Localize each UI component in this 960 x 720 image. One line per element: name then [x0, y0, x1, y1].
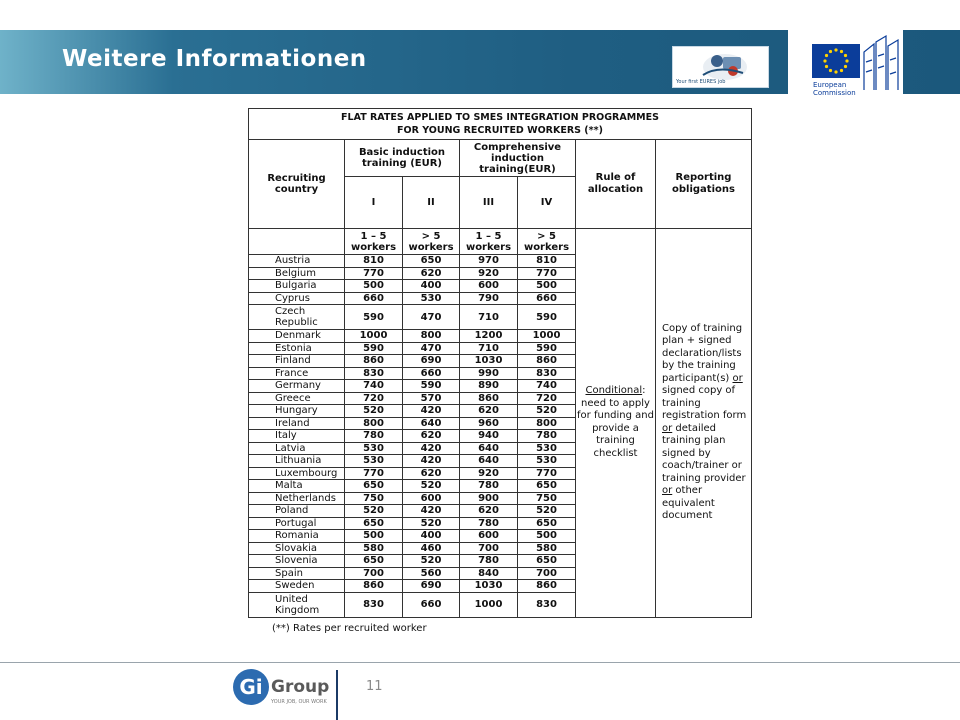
rate-cell: 500 — [518, 280, 576, 293]
rate-cell: 560 — [403, 567, 460, 580]
rate-cell: 890 — [460, 380, 518, 393]
footer-accent-bar — [336, 670, 338, 720]
report-part1: Copy of training plan + signed declaration/lists by the training participant(s) — [662, 322, 743, 384]
rate-cell: 690 — [403, 580, 460, 593]
flat-rates-table — [248, 108, 752, 618]
country-cell: Hungary — [249, 405, 345, 418]
country-cell: Ireland — [249, 417, 345, 430]
rule-of-allocation-cell — [576, 229, 656, 618]
rate-cell: 530 — [518, 455, 576, 468]
rate-cell: 650 — [403, 255, 460, 268]
rate-cell: 1000 — [345, 330, 403, 343]
table-footnote: (**) Rates per recruited worker — [272, 623, 427, 634]
rate-cell: 650 — [345, 480, 403, 493]
rate-cell: 1030 — [460, 580, 518, 593]
rate-cell: 420 — [403, 455, 460, 468]
footer-divider — [0, 662, 960, 663]
gi-mark-icon: Gi — [233, 669, 269, 705]
country-cell: Luxembourg — [249, 467, 345, 480]
rate-cell: 720 — [518, 392, 576, 405]
rate-cell: 800 — [518, 417, 576, 430]
flat-rates-table-frame — [248, 108, 751, 622]
rate-cell: 650 — [518, 555, 576, 568]
rate-cell: 500 — [345, 280, 403, 293]
rate-cell: 520 — [518, 505, 576, 518]
rate-cell: 1200 — [460, 330, 518, 343]
rate-cell: 620 — [460, 405, 518, 418]
country-cell: Portugal — [249, 517, 345, 530]
rate-cell: 1000 — [518, 330, 576, 343]
rate-cell: 470 — [403, 342, 460, 355]
workers-label-3: 1 – 5 workers — [460, 229, 518, 255]
rate-cell: 660 — [403, 592, 460, 617]
rate-cell: 770 — [518, 467, 576, 480]
rate-cell: 580 — [518, 542, 576, 555]
rate-cell: 660 — [518, 292, 576, 305]
country-cell: Netherlands — [249, 492, 345, 505]
country-cell: Romania — [249, 530, 345, 543]
rate-cell: 970 — [460, 255, 518, 268]
rate-cell: 900 — [460, 492, 518, 505]
rate-cell: 800 — [345, 417, 403, 430]
rate-cell: 590 — [345, 305, 403, 330]
page-number: 11 — [366, 679, 383, 694]
rate-cell: 830 — [518, 592, 576, 617]
rate-cell: 650 — [345, 555, 403, 568]
workers-label-blank — [249, 229, 345, 255]
rate-cell: 810 — [518, 255, 576, 268]
rate-cell: 590 — [345, 342, 403, 355]
col-header-basic: Basic induction training (EUR) — [345, 140, 460, 177]
workers-label-2: > 5 workers — [403, 229, 460, 255]
rate-cell: 1000 — [460, 592, 518, 617]
ec-building-icon — [860, 32, 904, 92]
rate-cell: 420 — [403, 505, 460, 518]
rate-cell: 530 — [345, 455, 403, 468]
rate-cell: 690 — [403, 355, 460, 368]
rate-cell: 650 — [345, 517, 403, 530]
rate-cell: 710 — [460, 305, 518, 330]
eures-logo — [672, 46, 769, 88]
rate-cell: 620 — [403, 467, 460, 480]
country-cell: Slovenia — [249, 555, 345, 568]
table-title — [249, 109, 752, 140]
rate-cell: 570 — [403, 392, 460, 405]
country-cell: Lithuania — [249, 455, 345, 468]
table-title-line1: FLAT RATES APPLIED TO SMES INTEGRATION PROGRAMMES — [341, 112, 659, 123]
rate-cell: 460 — [403, 542, 460, 555]
rate-cell: 590 — [403, 380, 460, 393]
rate-cell: 780 — [460, 517, 518, 530]
rate-cell: 740 — [518, 380, 576, 393]
country-cell: Austria — [249, 255, 345, 268]
rate-cell: 650 — [518, 517, 576, 530]
rate-cell: 660 — [403, 367, 460, 380]
rate-cell: 810 — [345, 255, 403, 268]
rate-cell: 400 — [403, 530, 460, 543]
col-header-rule: Rule of allocation — [576, 140, 656, 229]
country-cell: Poland — [249, 505, 345, 518]
col-roman-2: II — [403, 177, 460, 229]
rate-cell: 520 — [403, 517, 460, 530]
report-part4: other equivalent document — [662, 485, 715, 522]
rate-cell: 420 — [403, 442, 460, 455]
rate-cell: 940 — [460, 430, 518, 443]
rate-cell: 1030 — [460, 355, 518, 368]
report-or2: or — [662, 422, 673, 434]
country-cell: Slovakia — [249, 542, 345, 555]
rate-cell: 860 — [518, 580, 576, 593]
rate-cell: 520 — [403, 480, 460, 493]
rate-cell: 470 — [403, 305, 460, 330]
rate-cell: 640 — [460, 442, 518, 455]
rate-cell: 620 — [460, 505, 518, 518]
eu-flag-icon — [812, 44, 860, 78]
rate-cell: 520 — [345, 505, 403, 518]
gi-group-logo — [233, 669, 331, 711]
eures-tagline: Your first EURES job — [676, 79, 726, 85]
col-roman-3: III — [460, 177, 518, 229]
rate-cell: 750 — [518, 492, 576, 505]
ec-label — [813, 81, 856, 97]
rate-cell: 720 — [345, 392, 403, 405]
rate-cell: 780 — [460, 555, 518, 568]
rate-cell: 530 — [403, 292, 460, 305]
rate-cell: 860 — [345, 580, 403, 593]
page-title: Weitere Informationen — [62, 46, 367, 72]
country-cell: Belgium — [249, 267, 345, 280]
col-roman-1: I — [345, 177, 403, 229]
report-or3: or — [662, 485, 673, 497]
country-cell: Sweden — [249, 580, 345, 593]
rate-cell: 780 — [460, 480, 518, 493]
rate-cell: 860 — [460, 392, 518, 405]
rate-cell: 520 — [403, 555, 460, 568]
rule-conditional: Conditional — [585, 385, 643, 397]
rate-cell: 770 — [345, 267, 403, 280]
rate-cell: 740 — [345, 380, 403, 393]
country-cell: Bulgaria — [249, 280, 345, 293]
rate-cell: 520 — [518, 405, 576, 418]
gi-tagline: YOUR JOB, OUR WORK — [271, 699, 327, 705]
country-cell: Greece — [249, 392, 345, 405]
ec-label-line1: European — [813, 81, 847, 89]
rate-cell: 620 — [403, 267, 460, 280]
rate-cell: 420 — [403, 405, 460, 418]
country-cell: Finland — [249, 355, 345, 368]
country-cell: Germany — [249, 380, 345, 393]
rate-cell: 700 — [460, 542, 518, 555]
rate-cell: 400 — [403, 280, 460, 293]
report-part2: signed copy of training registration form — [662, 385, 747, 422]
ec-label-line2: Commission — [813, 89, 856, 97]
rate-cell: 700 — [345, 567, 403, 580]
rate-cell: 920 — [460, 467, 518, 480]
rate-cell: 830 — [518, 367, 576, 380]
rate-cell: 790 — [460, 292, 518, 305]
rate-cell: 580 — [345, 542, 403, 555]
gi-wordmark: Group — [271, 677, 330, 697]
rate-cell: 780 — [345, 430, 403, 443]
rate-cell: 960 — [460, 417, 518, 430]
country-cell: Malta — [249, 480, 345, 493]
country-cell: Denmark — [249, 330, 345, 343]
col-roman-4: IV — [518, 177, 576, 229]
rate-cell: 600 — [460, 530, 518, 543]
country-cell: Latvia — [249, 442, 345, 455]
rate-cell: 600 — [403, 492, 460, 505]
rate-cell: 640 — [460, 455, 518, 468]
rate-cell: 710 — [460, 342, 518, 355]
rate-cell: 600 — [460, 280, 518, 293]
rate-cell: 640 — [403, 417, 460, 430]
rate-cell: 830 — [345, 367, 403, 380]
report-part3: detailed training plan signed by coach/trainer or training provider — [662, 422, 746, 484]
reporting-obligations-cell — [656, 229, 752, 618]
rate-cell: 590 — [518, 305, 576, 330]
rate-cell: 530 — [345, 442, 403, 455]
rate-cell: 800 — [403, 330, 460, 343]
country-cell: Estonia — [249, 342, 345, 355]
rate-cell: 750 — [345, 492, 403, 505]
table-title-line2: FOR YOUNG RECRUITED WORKERS (**) — [397, 125, 603, 136]
country-cell: France — [249, 367, 345, 380]
col-header-comprehensive: Comprehensive induction training(EUR) — [460, 140, 576, 177]
rate-cell: 990 — [460, 367, 518, 380]
report-or1: or — [732, 372, 743, 384]
rate-cell: 830 — [345, 592, 403, 617]
rate-cell: 860 — [518, 355, 576, 368]
rate-cell: 500 — [345, 530, 403, 543]
rate-cell: 860 — [345, 355, 403, 368]
workers-label-4: > 5 workers — [518, 229, 576, 255]
rate-cell: 770 — [518, 267, 576, 280]
rate-cell: 920 — [460, 267, 518, 280]
rate-cell: 660 — [345, 292, 403, 305]
rate-cell: 650 — [518, 480, 576, 493]
rate-cell: 620 — [403, 430, 460, 443]
rate-cell: 700 — [518, 567, 576, 580]
rate-cell: 530 — [518, 442, 576, 455]
workers-label-1: 1 – 5 workers — [345, 229, 403, 255]
rate-cell: 500 — [518, 530, 576, 543]
country-cell: United Kingdom — [249, 592, 345, 617]
country-cell: Italy — [249, 430, 345, 443]
country-cell: Spain — [249, 567, 345, 580]
rate-cell: 520 — [345, 405, 403, 418]
col-header-reporting: Reporting obligations — [656, 140, 752, 229]
rate-cell: 590 — [518, 342, 576, 355]
country-cell: Cyprus — [249, 292, 345, 305]
rate-cell: 770 — [345, 467, 403, 480]
rule-text: : need to apply for funding and provide a training checklist — [577, 385, 654, 459]
rate-cell: 840 — [460, 567, 518, 580]
col-header-country: Recruiting country — [249, 140, 345, 229]
country-cell: Czech Republic — [249, 305, 345, 330]
rate-cell: 780 — [518, 430, 576, 443]
